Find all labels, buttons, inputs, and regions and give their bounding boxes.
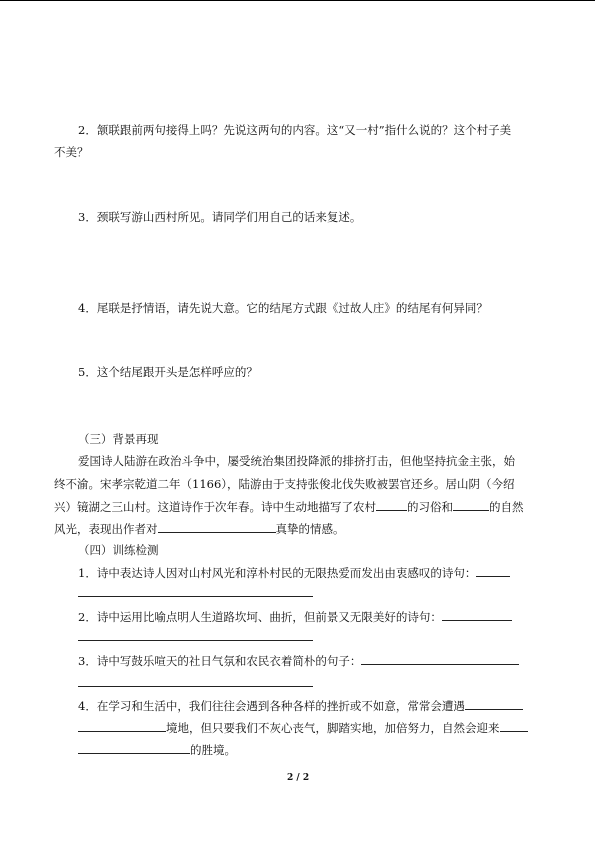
practice-1 <box>78 564 510 581</box>
background-line-4 <box>54 520 345 537</box>
practice-4-line-3 <box>78 741 236 758</box>
page-top-rule <box>0 0 595 1</box>
answer-line-2[interactable] <box>78 640 313 641</box>
question-3: 3．颈联写游山西村所见。请同学们用自己的话来复述。 <box>78 210 362 224</box>
answer-blank-4c[interactable] <box>500 719 528 732</box>
practice-4-line-2 <box>78 719 528 736</box>
blank-customs[interactable] <box>376 498 407 511</box>
background-line-3-mid: 的习俗和 <box>407 500 453 514</box>
background-line-3-end: 的自然 <box>489 500 524 514</box>
answer-line-3[interactable] <box>78 686 313 687</box>
practice-1-text: 1．诗中表达诗人因对山村风光和淳朴村民的无限热爱而发出由衷感叹的诗句： <box>78 566 477 580</box>
background-line-1: 爱国诗人陆游在政治斗争中，屡受统治集团投降派的排挤打击，但他坚持抗金主张，始 <box>78 454 515 468</box>
answer-line-1[interactable] <box>78 596 313 597</box>
question-2-continued: 不美？ <box>54 145 89 159</box>
practice-4-text-3: 的胜境。 <box>190 743 236 757</box>
question-4: 4．尾联是抒情语，请先说大意。它的结尾方式跟《过故人庄》的结尾有何异同？ <box>78 301 488 315</box>
practice-4-text-1: 4．在学习和生活中，我们往往会遇到各种各样的挫折或不如意，常常会遭遇 <box>78 699 465 713</box>
section-3-heading: （三）背景再现 <box>78 432 159 446</box>
practice-4-line-1 <box>78 697 523 714</box>
background-line-4-end: 真挚的情感。 <box>275 522 345 536</box>
background-line-3-text: 兴）镜湖之三山村。这道诗作于次年春。诗中生动地描写了农村 <box>54 500 376 514</box>
practice-2-text: 2．诗中运用比喻点明人生道路坎坷、曲折，但前景又无限美好的诗句： <box>78 610 442 624</box>
answer-blank-1a[interactable] <box>476 564 510 577</box>
background-line-3 <box>54 498 524 515</box>
question-2: 2．颔联跟前两句接得上吗？先说这两句的内容。这“又一村”指什么说的？这个村子美 <box>78 123 512 137</box>
background-line-2: 终不渝。宋孝宗乾道二年（1166），陆游由于支持张俊北伐失败被罢官还乡。居山阴（今绍 <box>54 477 515 491</box>
practice-2 <box>78 608 512 625</box>
practice-3 <box>78 652 519 669</box>
answer-blank-2a[interactable] <box>442 608 512 621</box>
section-4-heading: （四）训练检测 <box>78 543 159 557</box>
answer-blank-3a[interactable] <box>361 652 519 665</box>
answer-blank-4a[interactable] <box>465 697 523 710</box>
blank-emotion[interactable] <box>158 520 276 533</box>
practice-4-text-2: 境地，但只要我们不灰心丧气，脚踏实地，加倍努力，自然会迎来 <box>166 721 500 735</box>
answer-blank-4d[interactable] <box>78 741 190 754</box>
page-number: 2 / 2 <box>287 773 310 783</box>
blank-scenery[interactable] <box>453 498 489 511</box>
practice-3-text: 3．诗中写鼓乐喧天的社日气氛和农民衣着简朴的句子： <box>78 654 362 668</box>
background-line-4-start: 风光，表现出作者对 <box>54 522 158 536</box>
answer-blank-4b[interactable] <box>78 719 166 732</box>
question-5: 5．这个结尾跟开头是怎样呼应的？ <box>78 365 258 379</box>
